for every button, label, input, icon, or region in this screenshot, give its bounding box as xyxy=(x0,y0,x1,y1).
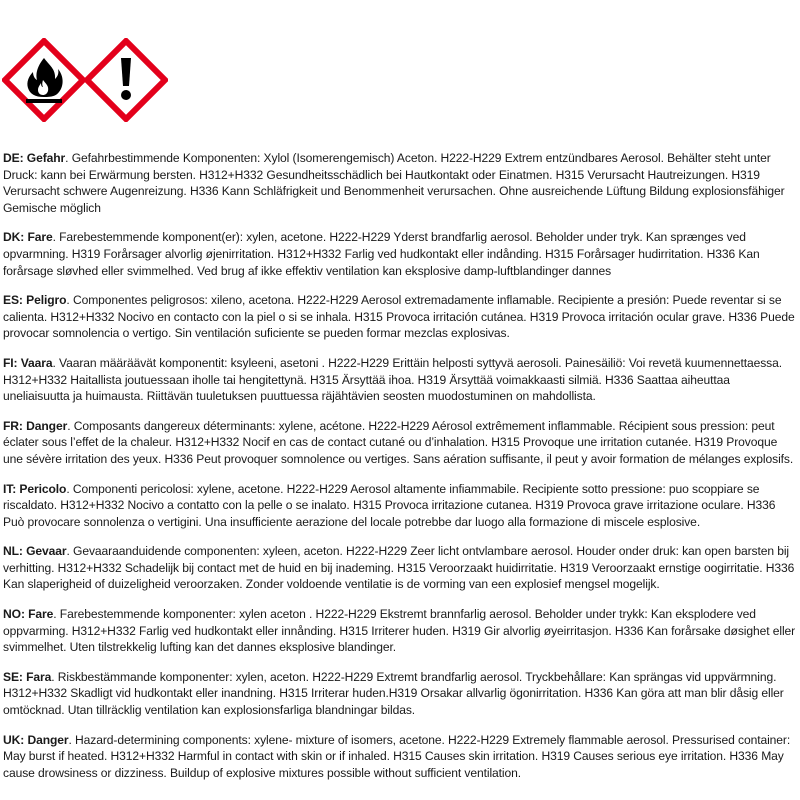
warning-no xyxy=(3,606,797,656)
warning-label: DE: Gefahr xyxy=(3,151,66,165)
flame-pictogram-icon xyxy=(2,38,86,122)
warning-label: FR: Danger xyxy=(3,418,68,433)
warning-text: . Hazard-determining components: xylene- mixture of isomers, acetone. H222-H229 Extremely flammable aerosol. Pressurised container: May burst if heated. H312+H332 Harmful in contact with skin or if inhaled. H315 Causes skin irritation. H319 Causes serious eye irritation. H336 May cause drowsiness or dizziness. Buildup of explosive mixtures possible without sufficient ventilation. xyxy=(3,732,791,780)
warning-fi xyxy=(3,355,797,405)
warning-text: . Gefahrbestimmende Komponenten: Xylol (Isomerengemisch) Aceton. H222-H229 Extrem entzündbares Aerosol. Behälter steht unter Druck: kann bei Erwärmung bersten. H312+H332 Gesundheitsschädlich bei Hautkontakt oder Einatmen. H315 Verursacht Hautreizungen. H319 Verursacht schwere Augenreizung. H336 Kann Schläfrigkeit und Benommenheit verursachen. Ohne ausreichende Lüftung Bildung explosionsfähiger Gemische möglich xyxy=(3,151,785,215)
warning-text: . Componentes peligrosos: xileno, acetona. H222-H229 Aerosol extremadamente inflamable. Recipiente a presión: Puede reventar si se calienta. H312+H332 Nocivo en contacto con la piel o si se inhala. H315 Provoca irritación cutánea. H319 Provoca irritación ocular grave. H336 Puede provocar somnolencia o vertigo. Sin ventilación suficiente se pueden formar mezclas explosivas. xyxy=(3,293,795,341)
warning-nl xyxy=(3,543,797,593)
warning-text: . Vaaran määräävät komponentit: ksyleeni, asetoni . H222-H229 Erittäin helposti syttyvä aerosoli. Painesäiliö: Voi revetä kuumennettaessa. H312+H332 Haitallista joutuessaan iholle tai hengitettynä. H315 Ärsyttää ihoa. H319 Ärsyttää voimakkaasti silmiä. H336 Saattaa aiheuttaa uneliaisuutta ja huimausta. Riittävän tuuletuksen puuttuessa räjähtävien seosten muodostuminen on mahdollista. xyxy=(3,355,783,404)
ghs-pictograms xyxy=(2,38,182,122)
warning-label: IT: Pericolo xyxy=(3,481,67,496)
warning-fr xyxy=(3,418,797,468)
warning-text: . Gevaaraanduidende componenten: xyleen, aceton. H222-H229 Zeer licht ontvlambare aerosol. Houder onder druk: kan open barsten bij verhitting. H312+H332 Schadelijk bij contact met de huid en bij inademing. H315 Veroorzaakt huidirritatie. H319 Veroorzaakt ernstige oogirritatie. H336 Kan slaperigheid of duizeligheid veroorzaken. Zonder voldoende ventilatie is de vorming van een explosief mengsel mogelijk. xyxy=(3,544,795,592)
warning-text: . Farebestemmende komponenter: xylen aceton . H222-H229 Ekstremt brannfarlig aerosol. Beholder under trykk: Kan eksplodere ved oppvarming. H312+H332 Farlig ved hudkontakt eller innånding. H315 Irriterer huden. H319 Gir alvorlig øyeirritasjon. H336 Kan forårsake døsighet eller svimmelhet. Uten tilstrekkelig lufting kan det dannes eksplosive blandinger. xyxy=(3,607,796,655)
warning-text: . Riskbestämmande komponenter: xylen, aceton. H222-H229 Extremt brandfarlig aerosol. Tryckbehållare: Kan sprängas vid uppvärmning. H312+H332 Skadligt vid hudkontakt eller inandning. H315 Irriterar huden.H319 Orsakar allvarlig ögonirritation. H336 Kan göra att man blir dåsig eller omtöcknad. Utan tillräcklig ventilation kan explosionsfarliga blandningar bildas. xyxy=(3,669,784,718)
warning-label: FI: Vaara xyxy=(3,355,53,370)
warning-es xyxy=(3,292,797,342)
warning-text: . Composants dangereux déterminants: xylene, acétone. H222-H229 Aérosol extrêmement inflammable. Récipient sous pression: peut éclater sous l’effet de la chaleur. H312+H332 Nocif en cas de contact cutané ou d’inhalation. H315 Provoque une irritation cutanée. H319 Provoque une sévère irritation des yeux. H336 Peut provoquer somnolence ou vertiges. Sans aération suffisante, il peut y avoir formation de mélanges explosifs. xyxy=(3,418,794,466)
hazard-warnings xyxy=(3,150,797,794)
exclamation-pictogram-icon xyxy=(84,38,168,122)
warning-label: NL: Gevaar xyxy=(3,544,67,559)
warning-label: NO: Fare xyxy=(3,607,54,622)
warning-dk xyxy=(3,229,797,279)
warning-label: DK: Fare xyxy=(3,230,53,245)
warning-label: SE: Fara xyxy=(3,669,52,684)
warning-label: ES: Peligro xyxy=(3,293,67,308)
warning-uk xyxy=(3,732,797,782)
warning-se xyxy=(3,669,797,719)
warning-text: . Componenti pericolosi: xylene, acetone. H222-H229 Aerosol altamente infiammabile. Recipiente sotto pressione: puo scoppiare se riscaldato. H312+H332 Nocivo a contatto con la pelle o se inalato. H315 Provoca irritazione cutanea. H319 Provoca grave irritazione oculare. H336 Può provocare sonnolenza o vertigini. Una insufficiente aerazione del locale potrebbe dar luogo alla formazione di miscele esplosive. xyxy=(3,481,776,529)
warning-label: UK: Danger xyxy=(3,732,69,747)
warning-de xyxy=(3,150,797,216)
warning-it xyxy=(3,481,797,531)
warning-text: . Farebestemmende komponent(er): xylen, acetone. H222-H229 Yderst brandfarlig aerosol. Beholder under tryk. Kan sprænges ved opvarmning. H319 Forårsager alvorlig øjenirritation. H312+H332 Farlig ved hudkontakt eller indånding. H315 Forårsager hudirritation. H336 Kan forårsage sløvhed eller svimmelhed. Ved brug af ikke effektiv ventilation kan eksplosive damp-luftblandinger dannes xyxy=(3,230,760,278)
